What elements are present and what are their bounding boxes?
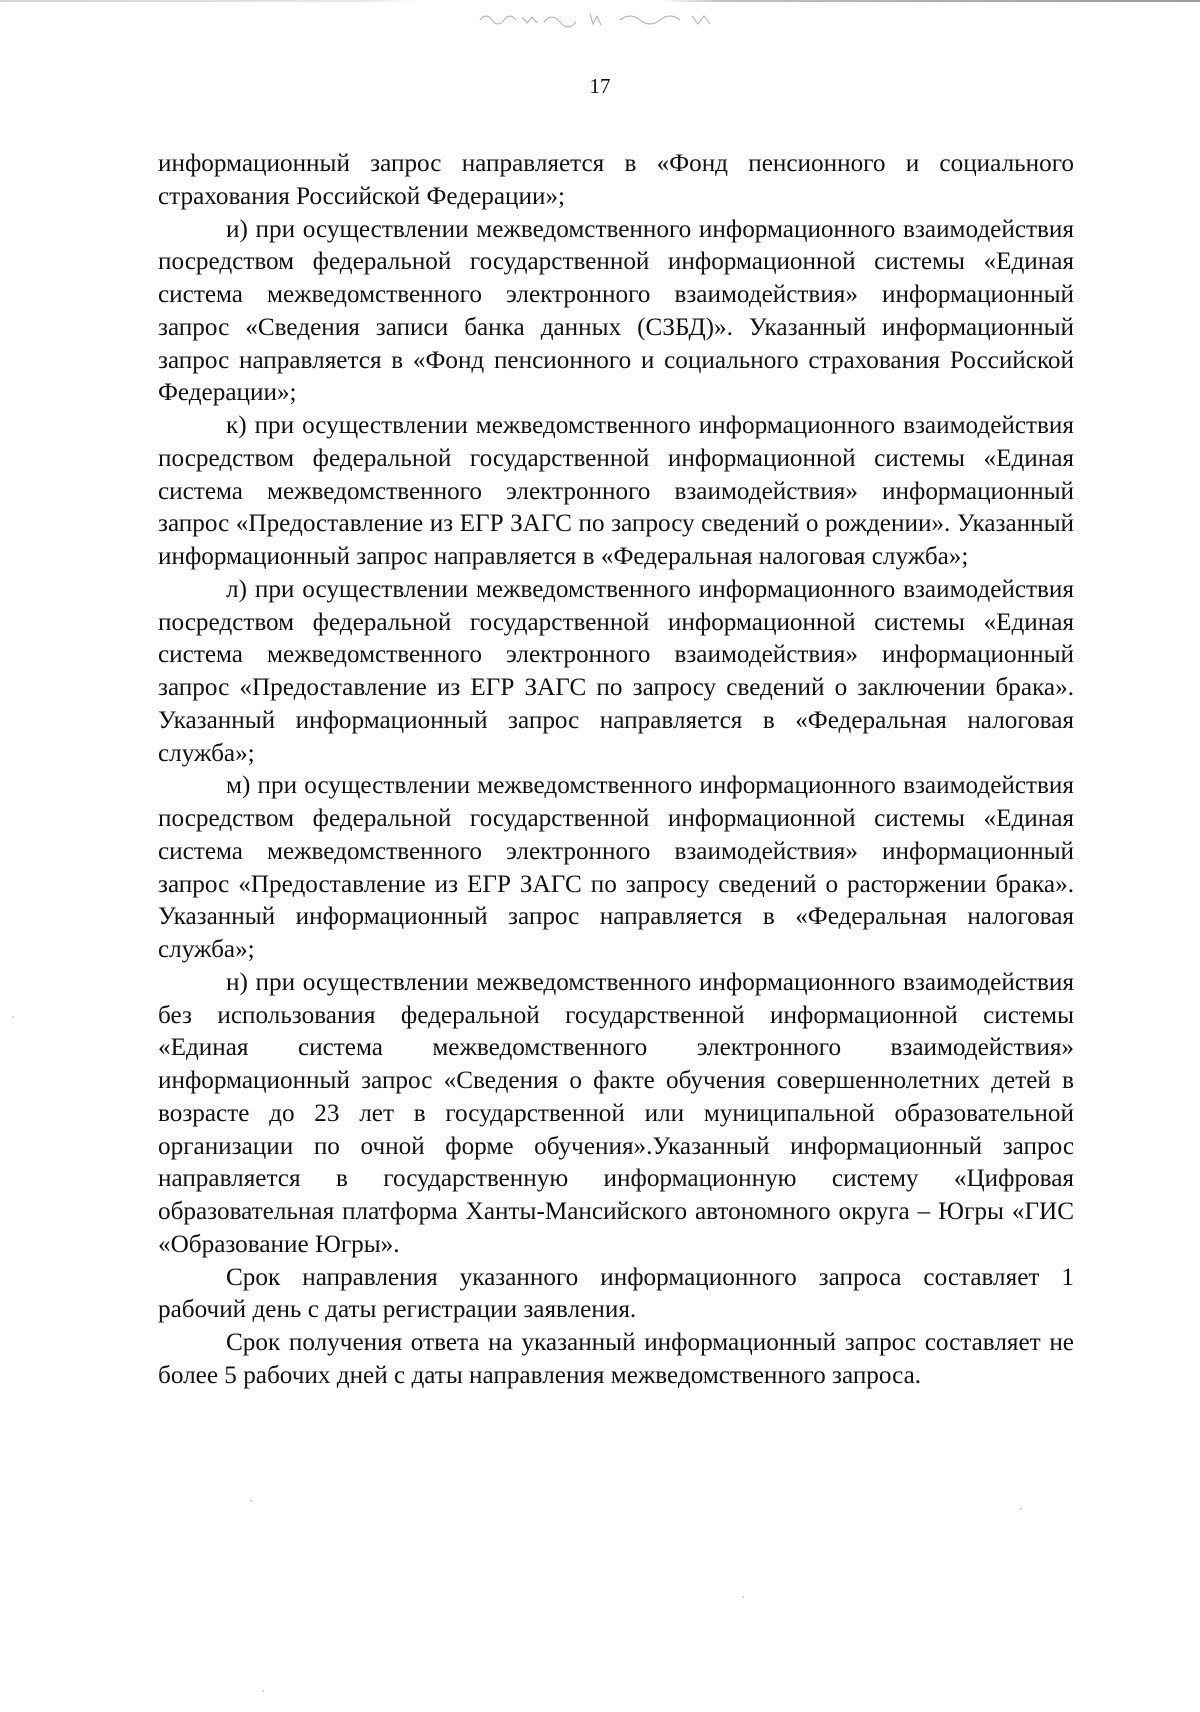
paragraph-term-send: Срок направления указанного информационного запроса составляет 1 рабочий день с даты регистрации заявления. (158, 1263, 1074, 1324)
scan-speck (250, 1500, 252, 1502)
stamp-imprint-mark (470, 8, 740, 30)
paragraph-continuation: информационный запрос направляется в «Фонд пенсионного и социального страхования Российской Федерации»; (158, 150, 1074, 210)
scan-speck (262, 1690, 264, 1692)
scan-speck (742, 1596, 744, 1598)
paragraph-item-l: л) при осуществлении межведомственного информационного взаимодействия посредством федеральной государственной информационной системы «Единая система межведомственного электронного взаимодействия» информационный запрос «Предоставление из ЕГР ЗАГС по запросу сведений о заключении брака». Указанный информационный запрос направляется в «Федеральная налоговая служба»; (158, 575, 1074, 767)
paragraph-item-n: н) при осуществлении межведомственного информационного взаимодействия без использования федеральной государственной информационной системы «Единая система межведомственного электронного взаимодействия» информационный запрос «Сведения о факте обучения совершеннолетних детей в возрасте до 23 лет в государственной или муниципальной образовательной организации по очной форме обучения».Указанный информационный запрос направляется в государственную информационную систему «Цифровая образовательная платформа Ханты-Мансийского автономного округа – Югры «ГИС «Образование Югры». (158, 968, 1074, 1258)
page-number: 17 (589, 74, 611, 98)
scan-speck (12, 1016, 14, 1018)
paragraph-term-receive: Срок получения ответа на указанный информационный запрос составляет не более 5 рабочих дней с даты направления межведомственного запроса. (158, 1329, 1074, 1389)
scan-speck (1020, 1508, 1022, 1510)
paragraph-item-k: к) при осуществлении межведомственного информационного взаимодействия посредством федеральной государственной информационной системы «Единая система межведомственного электронного взаимодействия» информационный запрос «Предоставление из ЕГР ЗАГС по запросу сведений о рождении». Указанный информационный запрос направляется в «Федеральная налоговая служба»; (158, 412, 1074, 570)
scan-top-edge (0, 0, 1200, 2)
document-body (158, 148, 1074, 1393)
paragraph-item-m: м) при осуществлении межведомственного информационного взаимодействия посредством федеральной государственной информационной системы «Единая система межведомственного электронного взаимодействия» информационный запрос «Предоставление из ЕГР ЗАГС по запросу сведений о расторжении брака». Указанный информационный запрос направляется в «Федеральная налоговая служба»; (158, 772, 1074, 963)
paragraph-item-i: и) при осуществлении межведомственного информационного взаимодействия посредством федеральной государственной информационной системы «Единая система межведомственного электронного взаимодействия» информационный запрос «Сведения записи банка данных (СЗБД)». Указанный информационный запрос направляется в «Фонд пенсионного и социального страхования Российской Федерации»; (158, 215, 1074, 407)
